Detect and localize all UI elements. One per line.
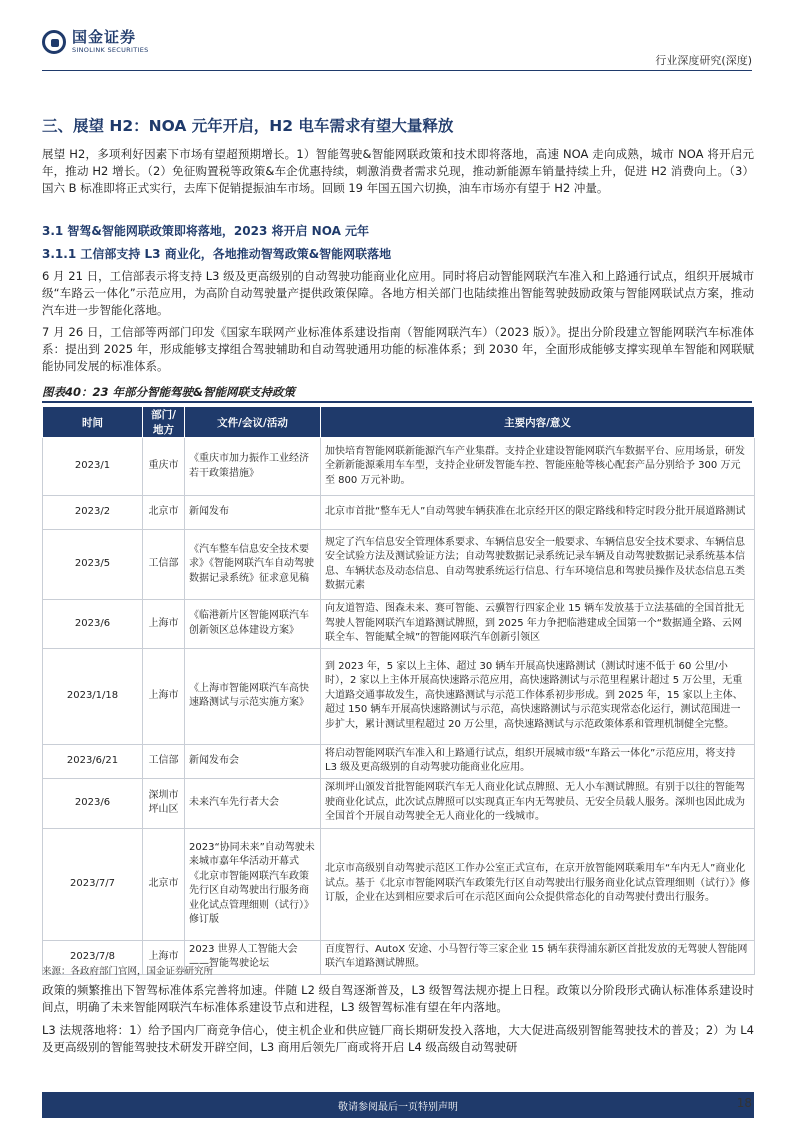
page-number: 18 <box>736 1096 752 1110</box>
cell-date: 2023/6 <box>43 600 143 649</box>
cell-date: 2023/5 <box>43 530 143 600</box>
footer-bar <box>42 1092 754 1118</box>
cell-date: 2023/6/21 <box>43 744 143 778</box>
cell-dept: 上海市 <box>143 648 185 744</box>
cell-doc: 2023“协同未来”自动驾驶未来城市嘉年华活动开幕式 《北京市智能网联汽车政策先行区自动驾驶出行服务商业化试点管理细则（试行）》修订版 <box>185 828 321 940</box>
header-divider <box>42 70 752 71</box>
cell-doc: 未来汽车先行者大会 <box>185 778 321 828</box>
logo-name-en: SINOLINK SECURITIES <box>72 46 149 55</box>
header-dept: 部门/地方 <box>143 407 185 438</box>
figure-source: 来源：各政府部门官网，国金证券研究所 <box>42 966 214 977</box>
cell-date: 2023/1/18 <box>43 648 143 744</box>
logo-name-cn: 国金证券 <box>72 28 137 47</box>
report-type: 行业深度研究(深度) <box>655 54 752 67</box>
table-row <box>43 828 755 940</box>
figure-title: 图表40：23 年部分智能驾驶&智能网联支持政策 <box>42 385 296 399</box>
table-row <box>43 648 755 744</box>
table-row <box>43 778 755 828</box>
cell-content: 将启动智能网联汽车准入和上路通行试点，组织开展城市级“车路云一体化”示范应用，将支持 L3 级及更高级别的自动驾驶功能商业化应用。 <box>321 744 755 778</box>
cell-content: 北京市高级别自动驾驶示范区工作办公室正式宣布，在京开放智能网联乘用车“车内无人”商业化试点。基于《北京市智能网联汽车政策先行区自动驾驶出行服务商业化试点管理细则（试行）》修订版，企业在达到相应要求后可在示范区面向公众提供常态化的自动驾驶付费出行服务。 <box>321 828 755 940</box>
footer-disclaimer: 敬请参阅最后一页特别声明 <box>338 1102 458 1113</box>
cell-dept: 上海市 <box>143 600 185 649</box>
paragraph-2: 7 月 26 日，工信部等两部门印发《国家车联网产业标准体系建设指南（智能网联汽车）（2023 版）》。提出分阶段建立智能网联汽车标准体系：提出到 2025 年，形成能够支撑组合驾驶辅助和自动驾驶通用功能的标准体系；到 2030 年，全面形成能够支撑实现单车智能和网联赋能协同发展的标准体系。 <box>42 325 754 373</box>
subsection-title: 3.1 智驾&智能网联政策即将落地，2023 将开启 NOA 元年 <box>42 224 370 238</box>
paragraph-1: 6 月 21 日，工信部表示将支持 L3 级及更高级别的自动驾驶功能商业化应用。同时将启动智能网联汽车准入和上路通行试点，组织开展城市级“车路云一体化”示范应用，为高阶自动驾驶量产提供政策保障。各地方相关部门也陆续推出智能驾驶鼓励政策与智能网联试点方案，推动汽车进一步智能化落地。 <box>42 269 754 317</box>
header-content: 主要内容/意义 <box>321 407 755 438</box>
cell-doc: 2023 世界人工智能大会——智能驾驶论坛 <box>185 940 321 974</box>
cell-date: 2023/1 <box>43 438 143 496</box>
cell-content: 加快培育智能网联新能源汽车产业集群。支持企业建设智能网联汽车数据平台、应用场景，研发全新新能源乘用车车型，支持企业研发智能车控、智能座舱等核心配套产品分别给予 300 万元至 800 万元补助。 <box>321 438 755 496</box>
paragraph-4: L3 法规落地将：1）给予国内厂商竞争信心，使主机企业和供应链厂商长期研发投入落地，大大促进高级别智能驾驶技术的普及；2）为 L4 及更高级别的智能驾驶技术研发开辟空间，L3 商用后领先厂商或将开启 L4 级高级自动驾驶研 <box>42 1023 754 1054</box>
page-header <box>0 0 794 72</box>
cell-date: 2023/7/7 <box>43 828 143 940</box>
section-title: 三、展望 H2：NOA 元年开启，H2 电车需求有望大量释放 <box>42 117 454 135</box>
cell-dept: 重庆市 <box>143 438 185 496</box>
cell-dept: 深圳市坪山区 <box>143 778 185 828</box>
header-date: 时间 <box>43 407 143 438</box>
cell-content: 北京市首批“整车无人”自动驾驶车辆获准在北京经开区的限定路线和特定时段分批开展道路测试 <box>321 496 755 530</box>
cell-doc: 《临港新片区智能网联汽车创新领区总体建设方案》 <box>185 600 321 649</box>
paragraph-3: 政策的频繁推出下智驾标准体系完善将加速。伴随 L2 级自驾逐渐普及，L3 级智驾法规亦提上日程。政策以分阶段形式确认标准体系建设时间点，明确了未来智能网联汽车标准体系建设节点和进程，L3 级智驾标准有望在年内落地。 <box>42 983 754 1014</box>
table-row <box>43 530 755 600</box>
cell-doc: 新闻发布 <box>185 496 321 530</box>
cell-date: 2023/7/8 <box>43 940 143 974</box>
policy-table <box>42 406 755 975</box>
table-row <box>43 496 755 530</box>
header-doc: 文件/会议/活动 <box>185 407 321 438</box>
table-row <box>43 744 755 778</box>
cell-dept: 上海市 <box>143 940 185 974</box>
logo-icon <box>42 30 66 54</box>
cell-doc: 《汽车整车信息安全技术要求》《智能网联汽车自动驾驶数据记录系统》征求意见稿 <box>185 530 321 600</box>
table-row <box>43 600 755 649</box>
table-row <box>43 438 755 496</box>
subsubsection-title: 3.1.1 工信部支持 L3 商业化，各地推动智驾政策&智能网联落地 <box>42 247 392 261</box>
cell-dept: 工信部 <box>143 530 185 600</box>
cell-doc: 《上海市智能网联汽车高快速路测试与示范实施方案》 <box>185 648 321 744</box>
cell-dept: 北京市 <box>143 496 185 530</box>
table-header-row <box>43 407 755 438</box>
figure-divider <box>42 401 752 403</box>
cell-dept: 北京市 <box>143 828 185 940</box>
cell-doc: 新闻发布会 <box>185 744 321 778</box>
cell-doc: 《重庆市加力振作工业经济若干政策措施》 <box>185 438 321 496</box>
cell-content: 深圳坪山颁发首批智能网联汽车无人商业化试点牌照、无人小车测试牌照。有别于以往的智能驾驶商业化试点，此次试点牌照可以实现真正车内无驾驶员、无安全员载人服务。深圳也因此成为全国首个开展自动驾驶全无人商业化的一线城市。 <box>321 778 755 828</box>
company-logo <box>42 30 149 54</box>
cell-date: 2023/2 <box>43 496 143 530</box>
cell-content: 向友道智造、图森未来、赛可智能、云骥智行四家企业 15 辆车发放基于立法基础的全国首批无驾驶人智能网联汽车道路测试牌照，到 2025 年力争把临港建成全国第一个“数据通全路、云网联全车、智能赋全城”的智能网联汽车创新引领区 <box>321 600 755 649</box>
cell-dept: 工信部 <box>143 744 185 778</box>
intro-paragraph: 展望 H2，多项利好因素下市场有望超预期增长。1）智能驾驶&智能网联政策和技术即将落地，高速 NOA 走向成熟，城市 NOA 将开启元年，推动 H2 增长。（2）免征购置税等政策&车企优惠持续，刺激消费者需求兑现，推动新能源车销量持续上升，促进 H2 消费向上。（3）国六 B 标准即将正式实行，去库下促销提振油车市场。回顾 19 年国五国六切换，油车市场亦有望于 H2 冲量。 <box>42 147 754 195</box>
cell-content: 百度智行、AutoX 安途、小马智行等三家企业 15 辆车获得浦东新区首批发放的无驾驶人智能网联汽车道路测试牌照。 <box>321 940 755 974</box>
cell-content: 规定了汽车信息安全管理体系要求、车辆信息安全一般要求、车辆信息安全技术要求、车辆信息安全试验方法及测试验证方法；自动驾驶数据记录系统记录车辆及自动驾驶数据记录系统基本信息、车辆状态及动态信息、自动驾驶系统运行信息、行车环境信息和驾驶员操作及状态信息五类数据元素 <box>321 530 755 600</box>
cell-date: 2023/6 <box>43 778 143 828</box>
cell-content: 到 2023 年，5 家以上主体、超过 30 辆车开展高快速路测试（测试时速不低于 60 公里/小时），2 家以上主体开展高快速路示范应用，高快速路测试与示范里程累计超过 5 万公里，无重大道路交通事故发生，高快速路测试与示范工作体系初步形成。到 2025 年，15 家以上主体、超过 150 辆车开展高快速路测试与示范，高快速路测试与示范实现常态化运行，测试范围进一步扩大，累计测试里程超过 20 万公里，高快速路测试与示范政策体系和管理机制健全完整。 <box>321 648 755 744</box>
